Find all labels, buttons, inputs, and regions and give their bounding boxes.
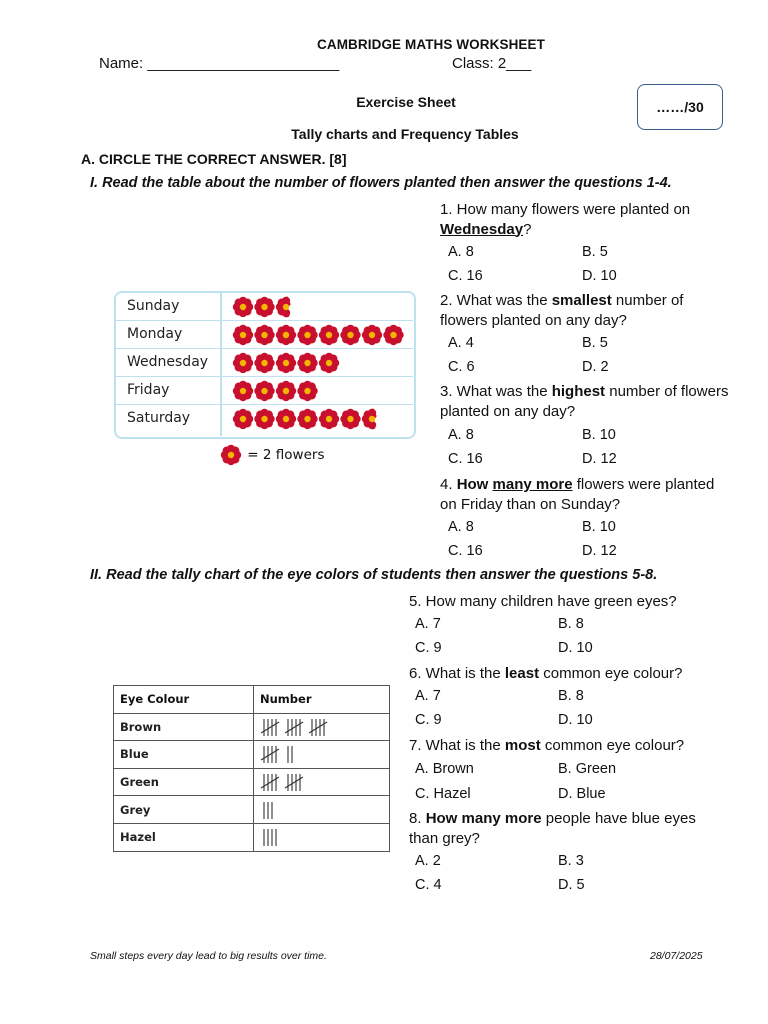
number-header: Number <box>254 686 390 714</box>
flower-icon <box>233 297 253 317</box>
class-field[interactable]: Class: 2___ <box>452 55 532 72</box>
eye-colour-cell: Grey <box>114 796 254 824</box>
q4-text: 4. <box>440 476 457 493</box>
tally-group <box>261 774 279 791</box>
eye-colour-cell: Blue <box>114 741 254 769</box>
q6-option-a[interactable]: A. 7 <box>415 688 441 704</box>
q6-text: 6. What is the <box>409 665 505 682</box>
q1-option-b[interactable]: B. 5 <box>582 244 608 260</box>
section-a-heading: A. CIRCLE THE CORRECT ANSWER. [8] <box>81 151 347 167</box>
tally-marks <box>260 799 282 821</box>
pictograph-day: Wednesday <box>127 354 209 370</box>
q6-option-b[interactable]: B. 8 <box>558 688 584 704</box>
question-8 <box>409 809 709 848</box>
q8-text-end: people have blue eyes than grey? <box>409 810 696 847</box>
tally-cell <box>254 713 390 741</box>
q3-text: 3. What was the <box>440 383 552 400</box>
flower-icon <box>297 353 317 373</box>
eye-colour-header: Eye Colour <box>114 686 254 714</box>
flower-icons <box>232 324 408 346</box>
eye-colour-cell: Green <box>114 768 254 796</box>
q7-text-end: common eye colour? <box>540 737 685 754</box>
question-1 <box>440 200 730 239</box>
q1-emphasis: Wednesday <box>440 220 524 238</box>
pictograph-row <box>116 293 413 321</box>
q8-option-d[interactable]: D. 5 <box>558 877 585 893</box>
flower-icon <box>319 325 339 345</box>
q1-text: 1. How many flowers were planted on <box>440 201 691 218</box>
q7-emphasis: most <box>504 737 541 754</box>
tally-marks <box>260 743 302 765</box>
part-1-heading: I. Read the table about the number of flowers planted then answer the questions 1-4. <box>90 175 672 191</box>
name-field[interactable]: Name: _______________________ <box>99 55 340 72</box>
tally-group <box>285 774 303 791</box>
flower-icon <box>276 297 290 317</box>
tally-marks <box>260 716 342 738</box>
part-1-heading-text: I. Read the table about the number of flowers planted then answer the questions 1-4 <box>90 175 668 191</box>
q3-option-d[interactable]: D. 12 <box>582 451 617 467</box>
q3-option-c[interactable]: C. 16 <box>448 451 483 467</box>
table-row <box>114 741 390 769</box>
q6-emphasis: least <box>504 665 540 682</box>
eye-colour-cell: Brown <box>114 713 254 741</box>
tally-cell <box>254 796 390 824</box>
flower-icon <box>297 325 317 345</box>
q5-option-a[interactable]: A. 7 <box>415 616 441 632</box>
q5-option-b[interactable]: B. 8 <box>558 616 584 632</box>
q4-option-b[interactable]: B. 10 <box>582 519 616 535</box>
question-2 <box>440 291 730 330</box>
tally-cell <box>254 768 390 796</box>
q7-text: 7. What is the <box>409 737 505 754</box>
q1-text-end: ? <box>523 220 532 238</box>
pictograph-row <box>116 349 413 377</box>
q1-option-d[interactable]: D. 10 <box>582 268 617 284</box>
q7-option-c[interactable]: C. Hazel <box>415 786 471 802</box>
flower-icon <box>221 445 241 465</box>
flower-icon <box>254 353 274 373</box>
flower-icon <box>276 381 296 401</box>
pictograph-day: Saturday <box>127 410 191 426</box>
flower-icon <box>362 409 376 429</box>
question-3 <box>440 382 730 421</box>
q8-text: 8. <box>409 810 426 827</box>
worksheet-title: CAMBRIDGE MATHS WORKSHEET <box>317 37 545 52</box>
q7-option-d[interactable]: D. Blue <box>558 786 606 802</box>
q3-emphasis: highest <box>551 383 606 400</box>
q2-text-end: number of flowers planted on any day? <box>440 292 684 329</box>
flower-pictograph <box>114 291 416 439</box>
q2-option-b[interactable]: B. 5 <box>582 335 608 351</box>
table-row <box>114 823 390 851</box>
flower-icon <box>233 381 253 401</box>
q2-option-d[interactable]: D. 2 <box>582 359 609 375</box>
q3-text-end: number of flowers planted on any day? <box>440 383 729 420</box>
q6-text-end: common eye colour? <box>539 665 683 682</box>
flower-icon <box>233 409 253 429</box>
flower-icon <box>276 353 296 373</box>
q7-option-b[interactable]: B. Green <box>558 761 617 777</box>
flower-icons <box>232 408 387 430</box>
q4-emphasis: How <box>456 476 493 493</box>
q4-option-a[interactable]: A. 8 <box>448 519 474 535</box>
flower-icon <box>254 409 274 429</box>
flower-icons <box>232 352 344 374</box>
flower-icon <box>254 297 274 317</box>
q8-option-b[interactable]: B. 3 <box>558 853 584 869</box>
flower-icon <box>276 325 296 345</box>
q2-emphasis: smallest <box>551 292 612 309</box>
flower-icon <box>319 409 339 429</box>
part-2-heading: II. Read the tally chart of the eye colors of students then answer the questions 5-8. <box>90 567 658 583</box>
q7-option-a[interactable]: A. Brown <box>415 761 474 777</box>
q5-option-d[interactable]: D. 10 <box>558 640 593 656</box>
tally-marks <box>260 771 318 793</box>
pictograph-day: Sunday <box>127 298 180 314</box>
eye-colour-cell: Hazel <box>114 823 254 851</box>
tally-group <box>261 719 279 736</box>
pictograph-legend <box>219 444 324 466</box>
footer-motto: Small steps every day lead to big results over time. <box>90 950 327 962</box>
pictograph-day: Monday <box>127 326 183 342</box>
question-4 <box>440 475 730 514</box>
q4-option-d[interactable]: D. 12 <box>582 543 617 559</box>
pictograph-day: Friday <box>127 382 170 398</box>
pictograph-row <box>116 321 413 349</box>
q1-option-a[interactable]: A. 8 <box>448 244 474 260</box>
flower-icon <box>297 409 317 429</box>
flower-icon <box>233 325 253 345</box>
question-7 <box>409 736 684 756</box>
tally-group <box>261 746 279 763</box>
tally-group <box>285 719 303 736</box>
q2-text: 2. What was the <box>440 292 552 309</box>
table-header-row <box>114 686 390 714</box>
q8-option-a[interactable]: A. 2 <box>415 853 441 869</box>
flower-icons <box>232 380 322 402</box>
q2-option-c[interactable]: C. 6 <box>448 359 475 375</box>
q4-emphasis-underlined: many more <box>492 476 573 493</box>
flower-icon <box>383 325 403 345</box>
exercise-heading: Exercise Sheet <box>356 94 456 110</box>
q1-option-c[interactable]: C. 16 <box>448 268 483 284</box>
q5-option-c[interactable]: C. 9 <box>415 640 442 656</box>
q6-option-d[interactable]: D. 10 <box>558 712 593 728</box>
q8-emphasis: How many more <box>425 810 542 827</box>
flower-icon <box>276 409 296 429</box>
tally-cell <box>254 823 390 851</box>
q3-option-b[interactable]: B. 10 <box>582 427 616 443</box>
flower-icon <box>297 381 317 401</box>
flower-icon <box>254 325 274 345</box>
flower-icon <box>340 409 360 429</box>
pictograph-row <box>116 377 413 405</box>
worksheet-subtitle: Tally charts and Frequency Tables <box>291 126 519 142</box>
table-row <box>114 768 390 796</box>
q4-text-end: flowers were planted on Friday than on Sunday? <box>440 476 715 513</box>
question-5: 5. How many children have green eyes? <box>409 593 677 610</box>
q8-option-c[interactable]: C. 4 <box>415 877 442 893</box>
flower-icon <box>362 325 382 345</box>
tally-marks <box>260 826 286 848</box>
eye-colour-tally-table <box>113 685 390 852</box>
flower-icon <box>254 381 274 401</box>
flower-icon <box>233 353 253 373</box>
tally-group <box>309 719 327 736</box>
flower-icon <box>219 444 243 466</box>
legend-text: = 2 flowers <box>247 447 325 463</box>
q2-option-a[interactable]: A. 4 <box>448 335 474 351</box>
score-box: ……/30 <box>637 84 723 130</box>
flower-icon <box>319 353 339 373</box>
flower-icon <box>340 325 360 345</box>
table-row <box>114 796 390 824</box>
q4-option-c[interactable]: C. 16 <box>448 543 483 559</box>
flower-icons <box>232 296 301 318</box>
pictograph-row <box>116 405 413 433</box>
question-6 <box>409 664 682 684</box>
footer-date: 28/07/2025 <box>650 950 703 962</box>
tally-cell <box>254 741 390 769</box>
table-row <box>114 713 390 741</box>
q6-option-c[interactable]: C. 9 <box>415 712 442 728</box>
q3-option-a[interactable]: A. 8 <box>448 427 474 443</box>
